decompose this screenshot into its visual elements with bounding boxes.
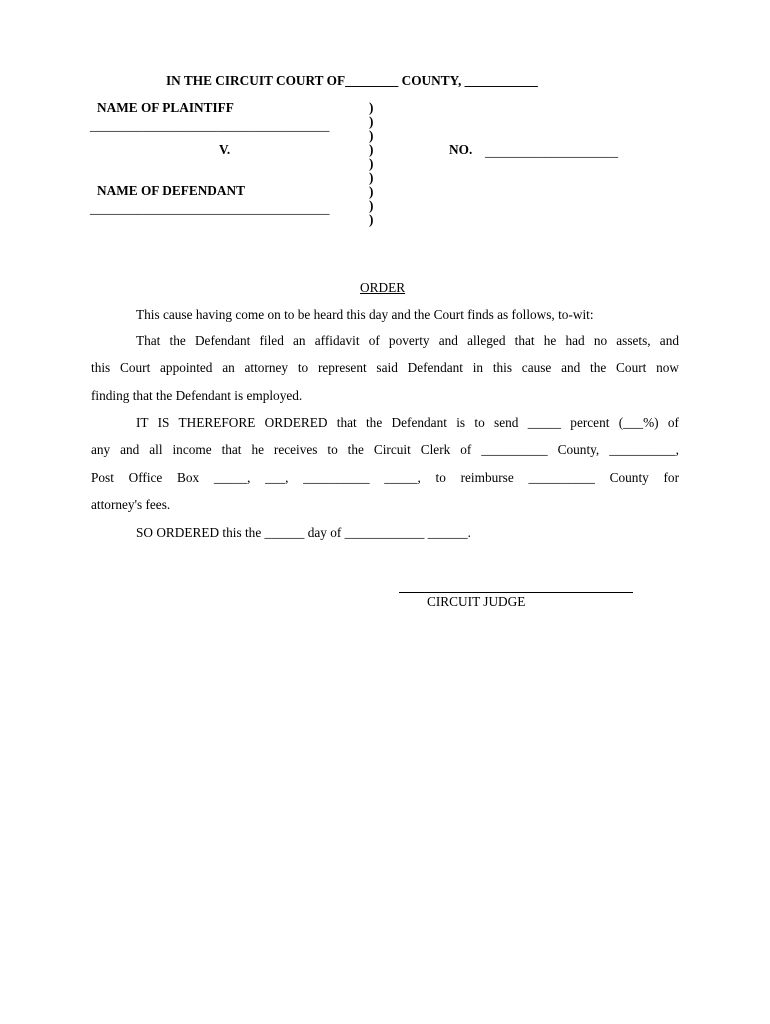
case-number-blank: ____________________ <box>485 144 618 159</box>
defendant-label: NAME OF DEFENDANT <box>97 183 245 198</box>
bracket-mark: ) <box>369 128 374 143</box>
bracket-mark: ) <box>369 184 374 199</box>
order-paragraph-4: SO ORDERED this the ______ day of ____________ ______. <box>136 525 471 540</box>
bracket-mark: ) <box>369 142 374 157</box>
order-title: ORDER <box>360 280 406 295</box>
plaintiff-signature-line: ____________________________________ <box>90 118 330 133</box>
bracket-mark: ) <box>369 198 374 213</box>
judge-title: CIRCUIT JUDGE <box>427 594 526 609</box>
bracket-mark: ) <box>369 212 374 227</box>
paragraph-line: this Court appointed an attorney to represent said Defendant in this cause and the Court now <box>91 360 679 376</box>
paragraph-line: attorney's fees. <box>91 496 171 512</box>
bracket-mark: ) <box>369 114 374 129</box>
bracket-mark: ) <box>369 170 374 185</box>
bracket-mark: ) <box>369 100 374 115</box>
paragraph-line: That the Defendant filed an affidavit of poverty and alleged that he had no assets, and <box>136 333 679 348</box>
bracket-mark: ) <box>369 156 374 171</box>
paragraph-line: any and all income that he receives to the Circuit Clerk of __________ County, __________, <box>91 442 679 458</box>
plaintiff-label: NAME OF PLAINTIFF <box>97 100 234 115</box>
defendant-signature-line: ____________________________________ <box>90 201 330 216</box>
court-heading: IN THE CIRCUIT COURT OF________ COUNTY, ___________ <box>166 73 538 88</box>
order-paragraph-3 <box>91 409 679 518</box>
case-number-label: NO. <box>449 142 473 157</box>
paragraph-line: Post Office Box _____, ___, __________ _____, to reimburse __________ County for <box>91 469 679 485</box>
order-paragraph-2 <box>91 327 679 409</box>
paragraph-line: IT IS THEREFORE ORDERED that the Defendant is to send _____ percent (___%) of <box>136 415 679 430</box>
versus-label: V. <box>219 142 231 157</box>
order-paragraph-1: This cause having come on to be heard this day and the Court finds as follows, to-wit: <box>136 307 594 322</box>
paragraph-line: finding that the Defendant is employed. <box>91 387 303 403</box>
judge-signature-line <box>399 592 633 593</box>
